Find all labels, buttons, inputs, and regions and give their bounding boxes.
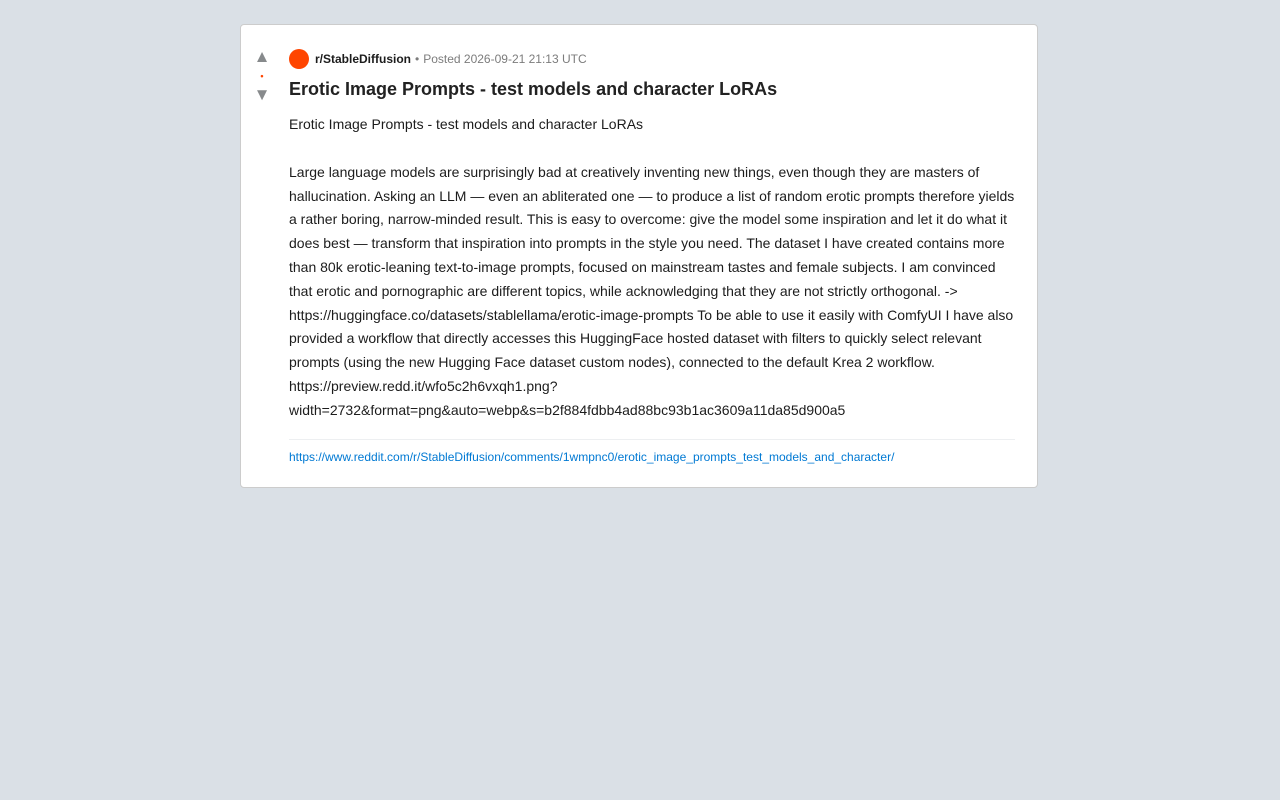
- post-title[interactable]: Erotic Image Prompts - test models and character LoRAs: [289, 79, 778, 99]
- meta-separator: •: [415, 52, 420, 66]
- post-card: [240, 24, 1038, 488]
- permalink[interactable]: https://www.reddit.com/r/StableDiffusion/comments/1wmpnc0/erotic_image_prompts_test_models_and_character/: [289, 449, 895, 464]
- downvote-icon[interactable]: ▼: [253, 85, 271, 104]
- post-content: [289, 49, 1015, 464]
- post-meta: [289, 49, 1015, 69]
- divider: [289, 439, 1015, 440]
- vote-score: •: [260, 71, 264, 81]
- paragraph-gap: [289, 137, 1015, 161]
- post-body-text: Large language models are surprisingly bad at creatively inventing new things, even though they are masters of hallucination. Asking an LLM — even an abliterated one — to produce a list of random erotic prompts therefore yields a rather boring, narrow-minded result. This is easy to overcome: give the model some inspiration and let it do what it does best — transform that inspiration into prompts in the style you need. The dataset I have created contains more than 80k erotic-leaning text-to-image prompts, focused on mainstream tastes and female subjects. I am convinced that erotic and pornographic are different topics, while acknowledging that they are not strictly orthogonal. -> https://huggingface.co/datasets/stablellama/erotic-image-prompts To be able to use it easily with ComfyUI I have also provided a workflow that directly accesses this HuggingFace hosted dataset with filters to quickly select relevant prompts (using the new Hugging Face dataset custom nodes), connected to the default Krea 2 workflow. https://preview.redd.it/wfo5c2h6vxqh1.png?width=2732&format=png&auto=webp&s=b2f884fdbb4ad88bc93b1ac3609a11da85d900a5: [289, 163, 1015, 418]
- vote-column: [241, 47, 283, 105]
- subreddit-avatar[interactable]: [289, 49, 309, 69]
- post-body-intro: Erotic Image Prompts - test models and character LoRAs: [289, 116, 644, 132]
- posted-timestamp: Posted 2026-09-21 21:13 UTC: [423, 52, 587, 66]
- upvote-icon[interactable]: ▲: [253, 47, 271, 66]
- subreddit-link[interactable]: r/StableDiffusion: [315, 52, 412, 66]
- post-body: [289, 113, 1015, 423]
